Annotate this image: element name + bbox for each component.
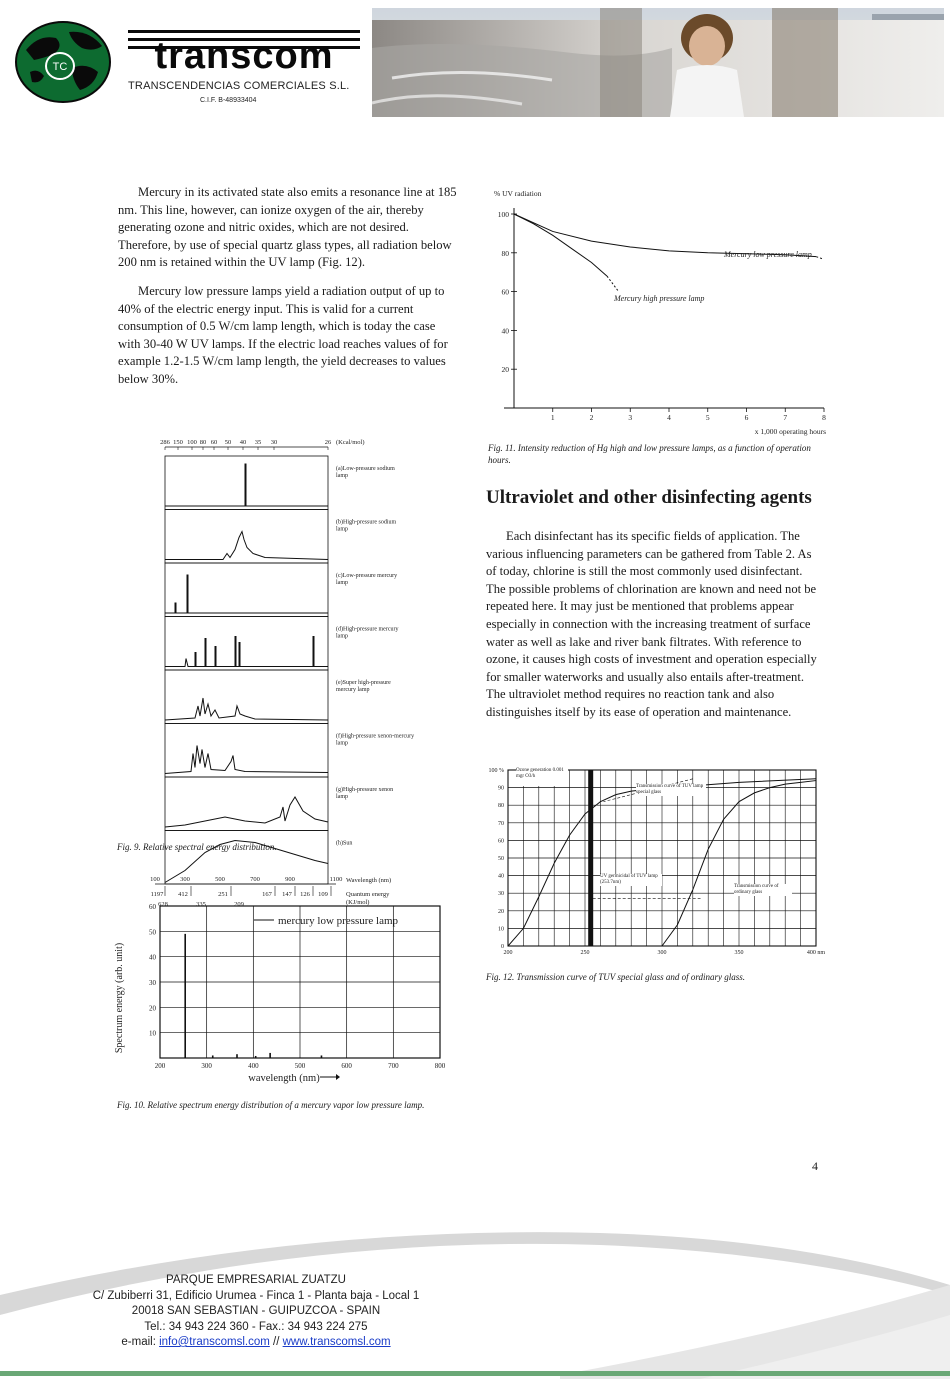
fig9-panel-plot: [165, 797, 328, 827]
fig12-ytick: 50: [498, 856, 504, 862]
fig12-ozone-label: [516, 768, 572, 788]
fig12-ytick: 80: [498, 803, 504, 810]
fig9-wl-label: 1100: [329, 876, 343, 883]
footer-phone: Tel.: 34 943 224 360 - Fax.: 34 943 224 275: [144, 1320, 368, 1333]
fig11-high-extension: [607, 276, 619, 292]
fig10-bar: [269, 1053, 271, 1058]
company-name: TRANSCENDENCIAS COMERCIALES S.L.: [128, 80, 350, 92]
fig10-legend: mercury low pressure lamp: [278, 915, 399, 927]
fig10-xlabel: wavelength (nm): [248, 1073, 320, 1084]
brand-wordmark: [128, 30, 360, 77]
fig9-panel-label-cont: lamp: [336, 526, 348, 533]
fig9-panel-label-cont: lamp: [336, 473, 348, 479]
fig9-wl-label: 300: [180, 876, 190, 883]
fig12-ytick: 100 %: [488, 768, 504, 774]
fig10-xtick: 200: [154, 1062, 166, 1070]
fig9-spectrum-line: [165, 698, 328, 720]
figure11-caption: Fig. 11. Intensity reduction of Hg high and low pressure lamps, as a function of operation hours.: [488, 443, 811, 465]
fig9-spectrum-line: [165, 464, 328, 506]
fig9-energy-label: 167: [262, 891, 272, 898]
fig12-xtick: 200: [503, 950, 513, 956]
fig10-xtick: 400: [248, 1062, 259, 1070]
email-link[interactable]: info@transcomsl.com: [159, 1336, 270, 1348]
fig11-series-line: [514, 214, 607, 276]
paragraph-disinfectants: Each disinfectant has its specific fields of application. The various influencing parameters can be gathered from Table 2. As of today, chlorine is still the most commonly used disinfectant. The possible problems of chlorination are known and need not be repeated here. It may just be mentioned that problems appear especially in connection with the increasing treatment of surface water as well as lake and river bank filtrates. With reference to ozone, it causes high costs of investment and operation especially for smaller waterworks and usually also entails after-treatment. The ultraviolet method requires no reaction tank and also distinguishes itself by its ease of operation and maintenance.: [486, 529, 817, 719]
fig11-ylabel: % UV radiation: [494, 189, 542, 198]
fig10-xtick: 700: [388, 1062, 399, 1070]
fig9-spectrum-line: [165, 746, 328, 774]
fig10-bar: [212, 1055, 214, 1058]
fig12-tuv-label: [636, 784, 706, 804]
fig9-panel-label: (d)High-pressure mercury: [336, 626, 399, 633]
logo-letters: TC: [52, 61, 68, 73]
fig9-panel-label-cont: lamp: [336, 580, 348, 586]
paragraph-low-pressure-output: Mercury low pressure lamps yield a radiation output of up to 40% of the electric energy input. This is valid for a current consumption of 0.5 W/cm lamp length, which is today the case with 30-40 W UV lamps. If the electric load reaches values of for example 1.2-1.5 W/cm lamp length, the yield decreases to values below 30%.: [118, 284, 448, 386]
fig9-panel-plot: [165, 575, 328, 613]
fig11-low-label: Mercury low pressure lamp: [724, 250, 812, 259]
section-heading: Ultraviolet and other disinfecting agents: [486, 487, 812, 508]
fig12-ordinary-label: [734, 884, 792, 904]
paragraph-mercury-resonance: Mercury in its activated state also emits a resonance line at 185 nm. This line, however, can ionize oxygen of the air, thereby generating ozone and nitric oxides, which are not desired. Therefore, by use of special quartz glass types, all radiation below 200 nm is retained within the UV lamp (Fig. 12).: [118, 185, 457, 270]
footer-email-prefix: e-mail:: [121, 1336, 160, 1348]
fig9-panel-plot: [165, 464, 328, 506]
fig9-wl-unit: Wavelength (nm): [346, 877, 392, 884]
footer-street: C/ Zubiberri 31, Edificio Urumea - Finca 1 - Planta baja - Local 1: [92, 1289, 420, 1302]
fig12-ytick: 90: [498, 785, 504, 792]
fig9-top-label: 50: [224, 439, 232, 446]
fig12-ytick: 20: [498, 908, 504, 915]
fig9-panel-label-cont: lamp: [336, 633, 348, 640]
fig10-ytick: 10: [149, 1029, 156, 1038]
fig9-top-unit: (Kcal/mol): [336, 439, 365, 446]
fig12-ytick: 30: [498, 891, 504, 898]
fig11-ytick: 40: [501, 326, 509, 336]
fig9-wl-label: 900: [285, 876, 295, 883]
footer-address: [0, 1273, 512, 1351]
fig11-xtick: 7: [783, 413, 788, 422]
fig9-energy-label2: 628: [158, 901, 168, 908]
fig11-xtick: 6: [744, 413, 749, 422]
fig11-xtick: 5: [705, 413, 710, 422]
company-cif: C.I.F. B-48933404: [200, 97, 257, 104]
fig12-uv-label: [600, 874, 662, 894]
fig9-panel-label-cont: lamp: [336, 740, 348, 747]
fig9-energy-unit: Quantum energy: [346, 891, 390, 898]
fig11-xtick: 1: [550, 413, 555, 422]
fig9-panel-label-cont: lamp: [336, 794, 348, 800]
figure12-caption: Fig. 12. Transmission curve of TUV special glass and of ordinary glass.: [486, 972, 746, 982]
fig9-top-label: 150: [173, 439, 183, 446]
fig9-energy-label: 1197: [150, 891, 164, 898]
fig9-top-label: 80: [199, 439, 207, 446]
fig12-xtick: 350: [734, 950, 744, 956]
fig10-xtick: 500: [294, 1062, 306, 1070]
footer-park: PARQUE EMPRESARIAL ZUATZU: [166, 1274, 346, 1286]
fig12-ytick: 10: [498, 926, 504, 933]
fig9-energy-unit2: (KJ/mol): [346, 899, 370, 906]
fig9-wl-label: 500: [215, 876, 225, 883]
fig9-panel-label: (h)Sun: [336, 840, 353, 847]
fig9-top-label: 100: [187, 439, 197, 446]
fig12-xtick: 300: [657, 950, 667, 956]
page-number: 4: [812, 1159, 818, 1173]
fig9-panel-frame: [165, 724, 328, 778]
fig9-energy-label2: 209: [234, 901, 244, 908]
fig10-bar: [184, 934, 186, 1058]
footer-contact: [0, 1335, 512, 1351]
fig11-xtick: 8: [822, 413, 826, 422]
brand-name: transcom: [154, 35, 334, 77]
fig12-chart: [486, 760, 826, 958]
fig9-panel-label: (c)Low-pressure mercury: [336, 573, 398, 579]
fig9-panel-frame: [165, 563, 328, 617]
fig10-ytick: 20: [149, 1004, 156, 1013]
fig12-ytick: 0: [501, 944, 504, 950]
fig12-ordinary-text: Transmission curve of ordinary glass: [734, 884, 792, 896]
fig9-panel-plot: [165, 532, 328, 560]
fig10-xtick: 300: [201, 1062, 212, 1070]
fig9-panel-label: (g)High-pressure xenon: [336, 787, 394, 793]
fig9-spectrum-line: [165, 797, 328, 827]
website-link[interactable]: www.transcomsl.com: [282, 1336, 391, 1348]
fig11-ytick: 20: [501, 365, 509, 375]
fig9-panel-label: (b)High-pressure sodium: [336, 519, 397, 526]
fig11-ytick: 80: [501, 248, 509, 258]
fig9-panel-label: (a)Low-pressure sodium: [336, 466, 395, 472]
fig9-energy-label: 109: [318, 891, 328, 898]
fig9-energy-label: 126: [300, 891, 310, 898]
fig9-top-label: 30: [270, 439, 278, 446]
fig9-panel-plot: [165, 637, 328, 667]
fig10-chart: [108, 898, 453, 1088]
fig9-spectrum-line: [165, 575, 328, 613]
fig9-top-label: 35: [254, 439, 262, 446]
fig9-panel-label: (f)High-pressure xenon-mercury: [336, 733, 415, 740]
fig12-ytick: 70: [498, 820, 504, 827]
fig12-xtick: 400 nm: [806, 950, 826, 956]
fig11-chart: [488, 186, 833, 438]
fig9-top-label: 60: [210, 439, 218, 446]
fig12-uv-marker: [588, 770, 593, 946]
fig12-xtick: 250: [580, 950, 590, 956]
figure9-caption: Fig. 9. Relative spectral energy distribution.: [117, 842, 277, 852]
fig9-panel-frame: [165, 617, 328, 671]
fig10-xtick: 800: [434, 1062, 446, 1070]
fig10-ytick: 40: [149, 953, 156, 962]
fig10-xtick: 600: [341, 1062, 352, 1070]
fig9-panel-label: (e)Super high-pressure: [336, 680, 391, 686]
fig10-xlabel-arrowhead: [336, 1074, 340, 1080]
fig9-top-label: 40: [239, 439, 247, 446]
fig12-ozone-text: Ozone generation 0.001 mgr O3/h: [516, 768, 564, 779]
fig12-uv-text: UV germicidal of TUV lamp (253.7nm): [600, 874, 662, 886]
fig10-bar: [255, 1056, 257, 1058]
fig9-energy-label2: 335: [196, 901, 206, 908]
fig12-ytick: 60: [498, 838, 504, 845]
fig12-ytick: 40: [498, 873, 504, 880]
fig11-xtick: 2: [589, 413, 594, 422]
fig9-panel-plot: [165, 746, 328, 774]
fig9-top-label: 286: [160, 439, 170, 446]
fig9-energy-label: 251: [218, 891, 228, 898]
footer-sep: //: [269, 1336, 283, 1348]
fig9-wl-label: 100: [150, 876, 160, 883]
fig11-xtick: 3: [628, 413, 633, 422]
fig9-energy-label: 147: [282, 891, 292, 898]
footer-city: 20018 SAN SEBASTIAN - GUIPUZCOA - SPAIN: [131, 1305, 381, 1317]
fig10-bar: [236, 1054, 238, 1058]
fig9-panel-plot: [165, 698, 328, 720]
fig11-xtick: 4: [667, 413, 671, 422]
fig9-wl-label: 700: [250, 876, 260, 883]
figure10-caption: Fig. 10. Relative spectrum energy distribution of a mercury vapor low pressure lamp.: [117, 1100, 425, 1110]
fig9-panel-label-cont: mercury lamp: [336, 687, 370, 693]
globe-logo-icon: [14, 20, 112, 104]
fig11-ytick: 100: [497, 210, 509, 219]
fig10-ytick: 60: [149, 903, 156, 911]
fig10-ytick: 30: [149, 979, 156, 987]
fig11-xlabel: x 1,000 operating hours: [754, 427, 826, 436]
fig10-ytick: 50: [149, 928, 156, 937]
fig9-panel-frame: [165, 777, 328, 831]
fig10-ylabel: Spectrum energy (arb. unit): [114, 942, 125, 1054]
fig10-bar: [321, 1055, 323, 1058]
fig11-low-extension: [816, 257, 822, 259]
fig9-energy-label: 412: [178, 891, 188, 898]
fig11-ytick: 60: [501, 287, 509, 297]
fig11-high-label: Mercury high pressure lamp: [614, 294, 705, 303]
fig9-panel-frame: [165, 670, 328, 724]
fig9-spectrum-line: [165, 532, 328, 560]
fig9-panel-frame: [165, 510, 328, 564]
fig9-spectrum-line: [165, 637, 328, 667]
fig12-tuv-text: Transmission curve of TUV lamp special glass: [636, 784, 706, 796]
beach-family-photo: [372, 8, 944, 117]
fig9-top-label: 26: [324, 439, 332, 446]
